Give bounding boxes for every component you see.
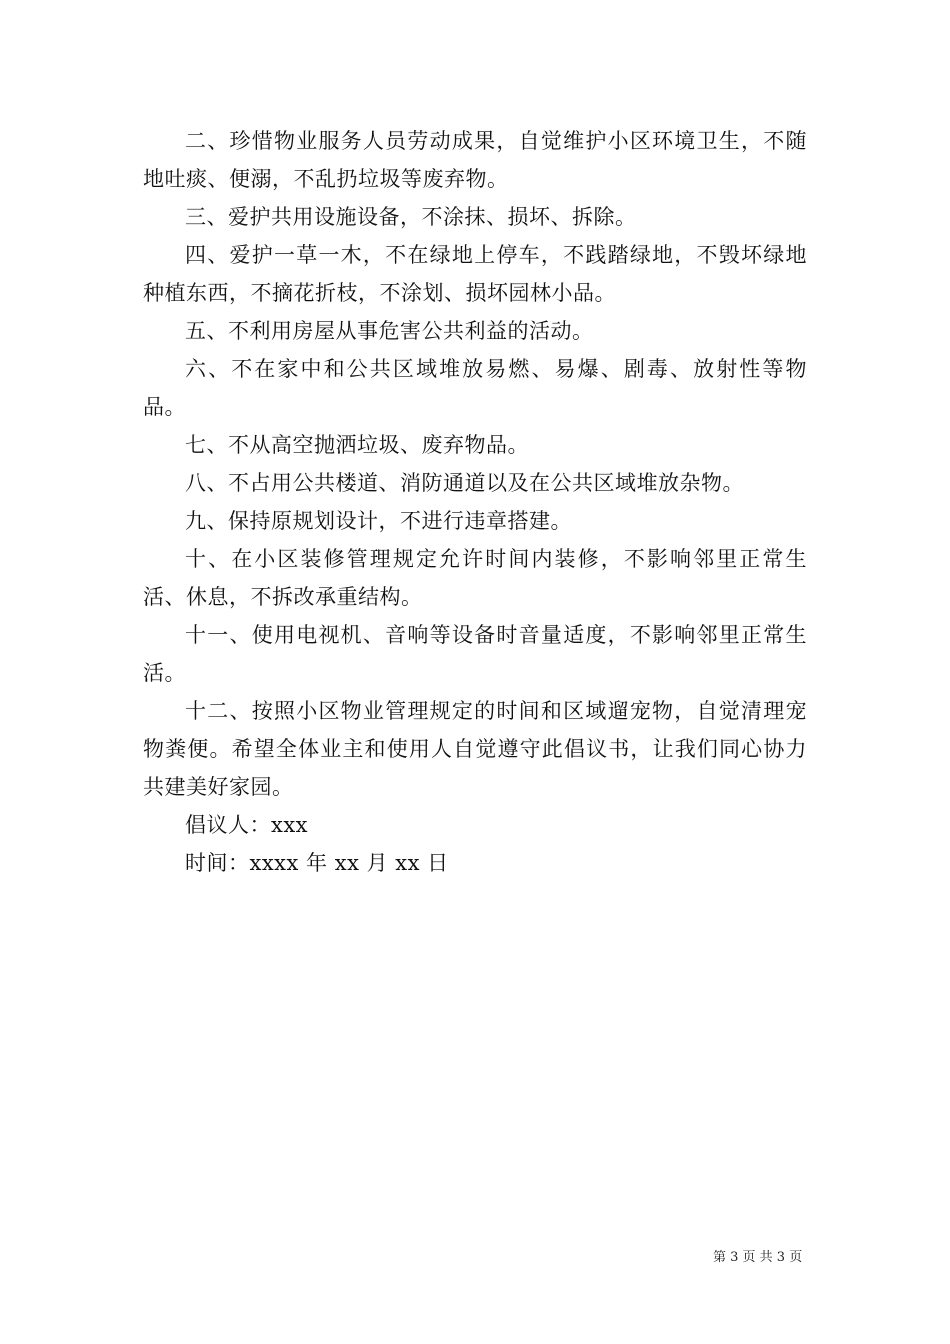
paragraph-item-5: 五、不利用房屋从事危害公共利益的活动。 <box>185 319 594 343</box>
paragraph-item-12: 十二、按照小区物业管理规定的时间和区域遛宠物，自觉清理宠物粪便。希望全体业主和使用人自觉遵守此倡议书，让我们同心协力共建美好家园。 <box>143 699 807 799</box>
paragraph-item-7: 七、不从高空抛洒垃圾、废弃物品。 <box>185 433 529 457</box>
paragraph-item-3: 三、爱护共用设施设备，不涂抹、损坏、拆除。 <box>185 205 637 229</box>
paragraph-item-9: 九、保持原规划设计，不进行违章搭建。 <box>185 509 572 533</box>
page-number: 第 3 页 共 3 页 <box>713 1250 803 1265</box>
paragraph-item-10: 十、在小区装修管理规定允许时间内装修，不影响邻里正常生活、休息，不拆改承重结构。 <box>143 547 807 609</box>
paragraph-item-2: 二、珍惜物业服务人员劳动成果，自觉维护小区环境卫生，不随地吐痰、便溺，不乱扔垃圾等废弃物。 <box>143 129 807 191</box>
proposer-line: 倡议人：xxx <box>185 813 309 837</box>
paragraph-item-8: 八、不占用公共楼道、消防通道以及在公共区域堆放杂物。 <box>185 471 744 495</box>
paragraph-item-11: 十一、使用电视机、音响等设备时音量适度，不影响邻里正常生活。 <box>143 623 807 685</box>
paragraph-item-6: 六、不在家中和公共区域堆放易燃、易爆、剧毒、放射性等物品。 <box>143 357 807 419</box>
paragraph-item-4: 四、爱护一草一木，不在绿地上停车，不践踏绿地，不毁坏绿地种植东西，不摘花折枝，不涂划、损坏园林小品。 <box>143 243 807 305</box>
date-line: 时间：xxxx 年 xx 月 xx 日 <box>185 851 449 875</box>
document-body <box>143 122 807 882</box>
